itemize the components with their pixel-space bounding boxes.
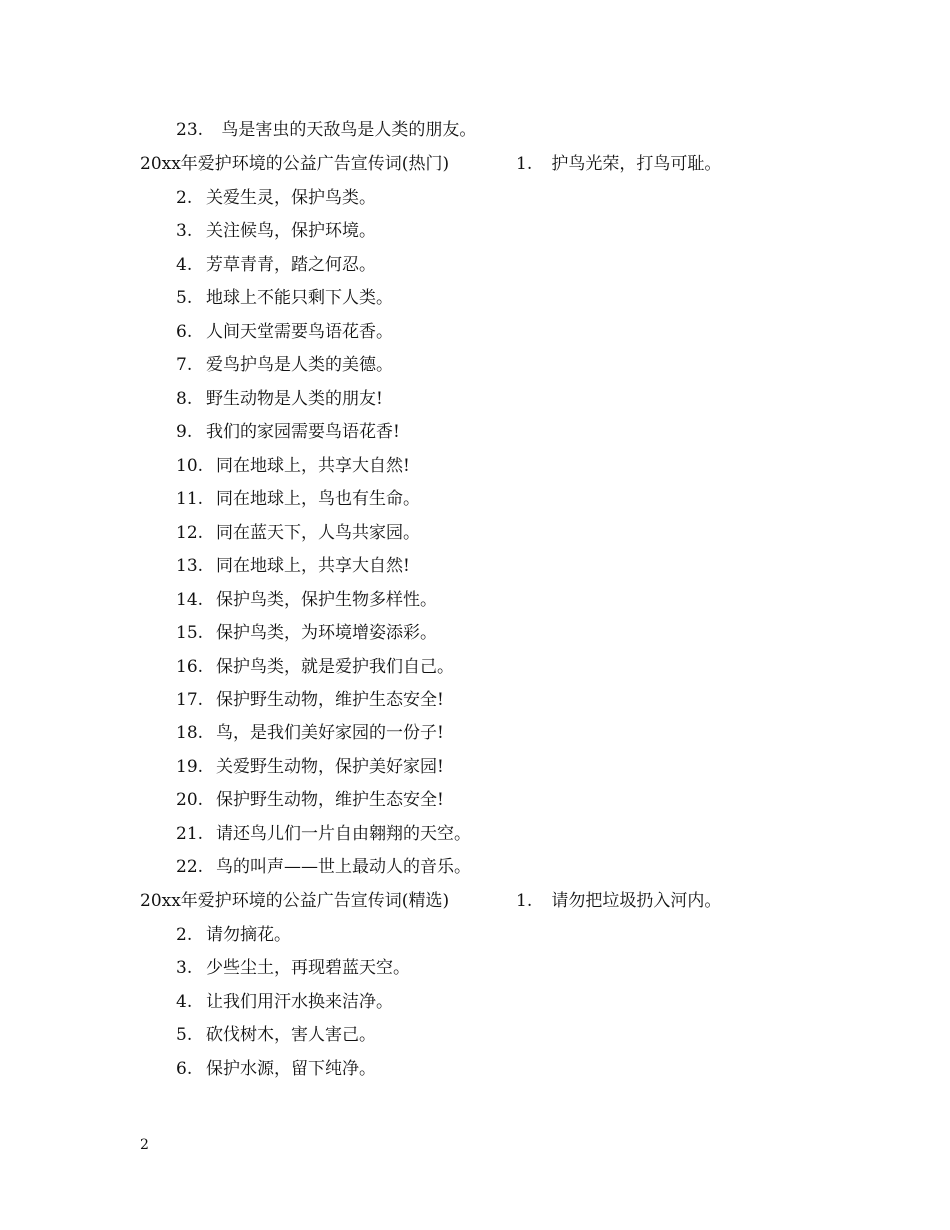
list-item-number: 4.	[176, 992, 193, 1012]
list-item-text: 请还鸟儿们一片自由翱翔的天空。	[216, 824, 471, 844]
list-item-text: 鸟的叫声——世上最动人的音乐。	[216, 857, 471, 877]
list-item	[176, 187, 376, 209]
list-item-number: 4.	[176, 255, 193, 275]
list-item-number: 6.	[176, 1059, 193, 1079]
list-item-number: 22.	[176, 857, 204, 877]
list-item	[176, 856, 471, 878]
list-item-number: 7.	[176, 355, 193, 375]
list-item	[176, 756, 444, 778]
list-item-text: 保护野生动物，维护生态安全!	[216, 790, 444, 810]
list-item	[176, 924, 291, 946]
list-item	[176, 220, 376, 242]
list-item	[176, 656, 454, 678]
list-item	[176, 522, 420, 544]
list-item-text: 少些尘土，再现碧蓝天空。	[206, 958, 410, 978]
list-item-text: 保护鸟类，就是爱护我们自己。	[216, 657, 454, 677]
list-item-text: 同在地球上，共享大自然!	[216, 456, 410, 476]
section-heading-text: 20xx年爱护环境的公益广告宣传词(热门)	[140, 154, 450, 174]
list-item-number: 1.	[516, 891, 533, 911]
list-item-text: 保护鸟类，为环境增姿添彩。	[216, 623, 437, 643]
list-item-number: 12.	[176, 523, 204, 543]
list-item	[516, 890, 721, 912]
list-item-text: 关注候鸟，保护环境。	[206, 221, 376, 241]
list-item-number: 13.	[176, 556, 204, 576]
list-item-number: 11.	[176, 489, 204, 509]
list-item-text: 关爱生灵，保护鸟类。	[206, 188, 376, 208]
list-item-text: 爱鸟护鸟是人类的美德。	[206, 355, 393, 375]
list-item-text: 鸟，是我们美好家园的一份子!	[216, 723, 444, 743]
list-item-text: 请勿把垃圾扔入河内。	[551, 891, 722, 911]
list-item-text: 地球上不能只剩下人类。	[206, 288, 393, 308]
list-item-number: 18.	[176, 723, 204, 743]
list-item-number: 3.	[176, 221, 193, 241]
list-item-number: 20.	[176, 790, 204, 810]
list-item-number: 2.	[176, 188, 193, 208]
list-item-text: 野生动物是人类的朋友!	[206, 389, 383, 409]
list-item	[176, 321, 393, 343]
list-item	[176, 991, 393, 1013]
list-item	[176, 823, 471, 845]
list-item	[176, 254, 376, 276]
list-item-number: 23.	[176, 120, 204, 140]
list-item	[176, 789, 444, 811]
section-heading-text: 20xx年爱护环境的公益广告宣传词(精选)	[140, 891, 450, 911]
list-item-number: 10.	[176, 456, 204, 476]
list-item-text: 让我们用汗水换来洁净。	[206, 992, 393, 1012]
list-item	[176, 354, 393, 376]
list-item-number: 1.	[516, 154, 533, 174]
list-item-text: 人间天堂需要鸟语花香。	[206, 322, 393, 342]
list-item	[176, 287, 393, 309]
list-item	[176, 455, 410, 477]
list-item	[176, 722, 444, 744]
list-item-number: 15.	[176, 623, 204, 643]
list-item-number: 9.	[176, 422, 193, 442]
list-item-number: 19.	[176, 757, 204, 777]
list-item	[176, 957, 410, 979]
list-item	[176, 555, 410, 577]
list-item-number: 5.	[176, 1025, 193, 1045]
list-item-text: 我们的家园需要鸟语花香!	[206, 422, 400, 442]
list-item-number: 5.	[176, 288, 193, 308]
list-item	[176, 689, 444, 711]
list-item	[516, 153, 721, 175]
list-item	[176, 119, 476, 141]
list-item-text: 同在蓝天下，人鸟共家园。	[216, 523, 420, 543]
list-item	[176, 1058, 376, 1080]
list-item-number: 17.	[176, 690, 204, 710]
list-item-text: 砍伐树木，害人害己。	[206, 1025, 376, 1045]
list-item-number: 8.	[176, 389, 193, 409]
list-item	[176, 388, 383, 410]
list-item-text: 保护水源，留下纯净。	[206, 1059, 376, 1079]
list-item-text: 同在地球上，共享大自然!	[216, 556, 410, 576]
list-item-number: 2.	[176, 925, 193, 945]
list-item-number: 16.	[176, 657, 204, 677]
list-item-number: 21.	[176, 824, 204, 844]
page-number: 2	[140, 1137, 149, 1153]
list-item	[176, 1024, 376, 1046]
list-item-number: 14.	[176, 590, 204, 610]
section-heading-hot	[140, 153, 722, 175]
list-item	[176, 488, 420, 510]
list-item-text: 关爱野生动物，保护美好家园!	[216, 757, 444, 777]
list-item-text: 同在地球上，鸟也有生命。	[216, 489, 420, 509]
list-item-text: 保护鸟类，保护生物多样性。	[216, 590, 437, 610]
list-item	[176, 589, 437, 611]
list-item-text: 芳草青青，踏之何忍。	[206, 255, 376, 275]
list-item-text: 保护野生动物，维护生态安全!	[216, 690, 444, 710]
list-item-text: 鸟是害虫的天敌鸟是人类的朋友。	[221, 120, 477, 140]
list-item	[176, 421, 400, 443]
list-item-text: 请勿摘花。	[206, 925, 291, 945]
list-item	[176, 622, 437, 644]
list-item-number: 6.	[176, 322, 193, 342]
list-item-text: 护鸟光荣，打鸟可耻。	[551, 154, 722, 174]
section-heading-selected	[140, 890, 722, 912]
list-item-number: 3.	[176, 958, 193, 978]
